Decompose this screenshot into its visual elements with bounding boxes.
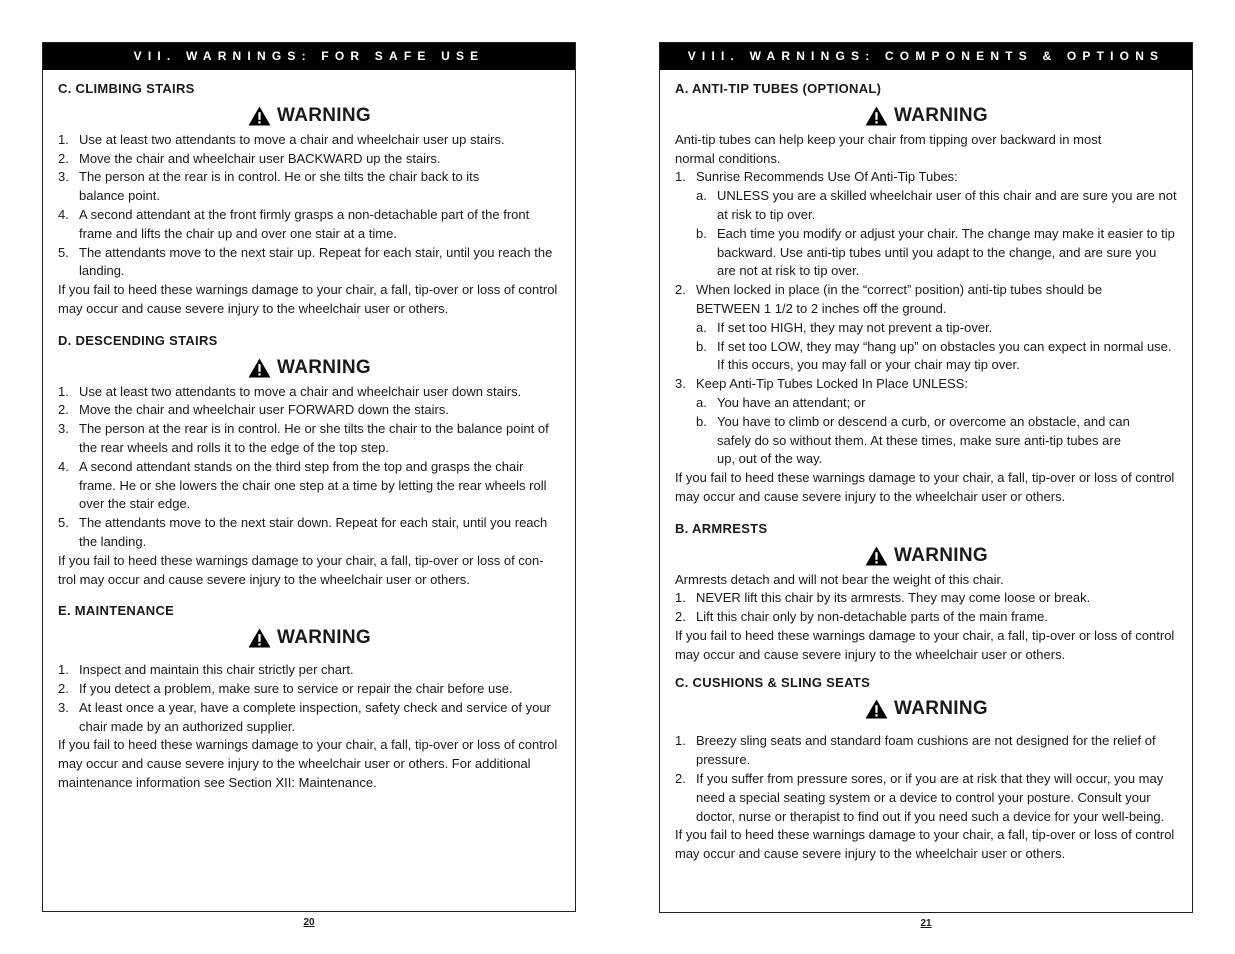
item-text: Move the chair and wheelchair user BACKWARD up the stairs. (79, 150, 441, 166)
section-title: C. CLIMBING STAIRS (58, 81, 195, 96)
sub-item (675, 225, 1178, 281)
sub-item (675, 394, 1178, 413)
item-text: A second attendant stands on the third step from the top and grasps the chair frame. He or she lowers the chair one step at a time by letting the rear wheels roll over the stair edge. (79, 458, 547, 512)
item-text: Use at least two attendants to move a chair and wheelchair user up stairs. (79, 131, 505, 147)
sub-item-letter: a. (696, 319, 707, 335)
item-text: Move the chair and wheelchair user FORWARD down the stairs. (79, 402, 449, 418)
warning-triangle-icon (865, 546, 888, 566)
item-number: 3. (58, 421, 69, 437)
sub-item-text: If set too HIGH, they may not prevent a tip-over. (717, 319, 993, 335)
left-page (42, 42, 576, 928)
list-item (58, 401, 561, 420)
sub-item-text: UNLESS you are a skilled wheelchair user of this chair and are sure you are not at risk to tip over. (717, 188, 1177, 222)
section-cushions-sling-seats (675, 674, 1178, 864)
warning-triangle-icon (865, 106, 888, 126)
list-item (58, 699, 561, 737)
list-item (58, 420, 561, 458)
warning-label: WARNING (277, 356, 371, 378)
item-number: 1. (675, 733, 686, 749)
list-item (58, 150, 561, 169)
section-header: VIII. WARNINGS: COMPONENTS & OPTIONS (660, 43, 1192, 70)
item-text: Use at least two attendants to move a chair and wheelchair user down stairs. (79, 383, 522, 399)
item-number: 2. (675, 282, 686, 298)
sub-item-text: You have an attendant; or (717, 394, 866, 410)
sub-item-letter: b. (696, 413, 707, 429)
sub-item-text: You have to climb or descend a curb, or overcome an obstacle, and can safely do so without them. At these times, make sure anti-tip tubes are up, out of the way. (717, 413, 1130, 467)
sub-item-letter: b. (696, 225, 707, 241)
list-item (675, 281, 1136, 319)
section-title: B. ARMRESTS (675, 520, 768, 536)
item-number: 4. (58, 206, 69, 222)
item-number: 3. (58, 169, 69, 185)
item-text: The attendants move to the next stair down. Repeat for each stair, until you reach the landing. (79, 515, 548, 549)
item-text: The attendants move to the next stair up. Repeat for each stair, until you reach the landing. (79, 244, 553, 279)
section-title: C. CUSHIONS & SLING SEATS (675, 674, 871, 690)
item-text: When locked in place (in the “correct” position) anti-tip tubes should be BETWEEN 1 1/2 to 2 inches off the ground. (696, 282, 1103, 316)
section-title: D. DESCENDING STAIRS (58, 332, 218, 348)
list-item (675, 608, 1178, 627)
item-text: Breezy sling seats and standard foam cushions are not designed for the relief of pressure. (696, 733, 1156, 768)
item-number: 1. (58, 662, 69, 678)
section-climbing-stairs (58, 80, 561, 319)
item-number: 3. (58, 699, 69, 715)
warning-label: WARNING (277, 104, 371, 126)
closing-paragraph: If you fail to heed these warnings damage to your chair, a fall, tip-over or loss of control may occur and cause severe injury to the wheelchair user or others. (675, 470, 1175, 504)
warning-heading (58, 627, 561, 649)
section-maintenance (58, 602, 561, 792)
list-item (58, 383, 561, 402)
section-title: A. ANTI-TIP TUBES (OPTIONAL) (675, 81, 882, 96)
item-text: The person at the rear is in control. He or she tilts the chair to the balance point of the rear wheels and rolls it to the edge of the top step. (79, 421, 549, 455)
sub-item-letter: a. (696, 188, 707, 204)
list-item (675, 168, 1178, 187)
warning-heading (58, 357, 561, 379)
warning-heading (675, 545, 1178, 567)
sub-item (675, 319, 1178, 338)
list-item (675, 589, 1178, 608)
closing-paragraph: If you fail to heed these warnings damage to your chair, a fall, tip-over or loss of control may occur and cause severe injury to the wheelchair user or others. (675, 827, 1175, 862)
warning-heading (58, 105, 561, 127)
page-content (660, 80, 1192, 864)
section-armrests (675, 520, 1178, 665)
list-item (675, 770, 1178, 826)
closing-paragraph: If you fail to heed these warnings damage to your chair, a fall, tip-over or loss of control may occur and cause severe injury to the wheelchair user or others. (58, 282, 558, 316)
item-text: If you suffer from pressure sores, or if you are at risk that they will occur, you may need a special seating system or a device to control your posture. Consult your doctor, nurse or therapist to find out if you need such a device for your well-being. (696, 770, 1165, 824)
warning-triangle-icon (248, 358, 271, 378)
list-item (58, 244, 559, 282)
right-page (659, 42, 1193, 929)
list-item (58, 168, 489, 206)
section-anti-tip-tubes (675, 80, 1178, 507)
closing-paragraph: If you fail to heed these warnings damage to your chair, a fall, tip-over or loss of control may occur and cause severe injury to the wheelchair user or others. For additional maintenance information see Section XII: Maintenance. (58, 737, 558, 790)
item-text: A second attendant at the front firmly grasps a non-detachable part of the front frame and lifts the chair up and over one stair at a time. (79, 206, 530, 241)
sub-item-text: Each time you modify or adjust your chair. The change may make it easier to tip backward. Use anti-tip tubes until you adapt to the change, and are sure you are not at risk to tip over. (717, 225, 1175, 279)
warning-label: WARNING (277, 627, 371, 649)
warning-heading (675, 105, 1178, 127)
item-number: 2. (675, 609, 686, 625)
list-item (58, 206, 561, 244)
warning-triangle-icon (865, 699, 888, 719)
closing-paragraph: If you fail to heed these warnings damage to your chair, a fall, tip-over or loss of con-trol may occur and cause severe injury to the wheelchair user or others. (58, 552, 544, 587)
intro-paragraph: Armrests detach and will not bear the weight of this chair. (675, 571, 1004, 587)
item-number: 4. (58, 458, 69, 474)
warning-label: WARNING (894, 544, 988, 566)
sub-item (675, 413, 1137, 469)
list-item (58, 131, 561, 150)
sub-item-letter: a. (696, 394, 707, 410)
item-text: Lift this chair only by non-detachable parts of the main frame. (696, 609, 1048, 625)
page-number: 20 (303, 917, 315, 928)
list-item (675, 375, 1178, 394)
list-item (58, 661, 561, 680)
item-number: 2. (58, 680, 69, 696)
sub-item (675, 338, 1178, 376)
item-number: 1. (58, 383, 69, 399)
warning-label: WARNING (894, 104, 988, 126)
sub-item-text: If set too LOW, they may “hang up” on obstacles you can expect in normal use. If this occurs, you may fall or your chair may tip over. (717, 338, 1172, 373)
item-number: 2. (675, 770, 686, 786)
item-number: 5. (58, 515, 69, 531)
item-number: 3. (675, 376, 686, 392)
item-text: The person at the rear is in control. He or she tilts the chair back to its balance point. (79, 169, 480, 204)
item-number: 1. (675, 169, 686, 185)
page-content (43, 80, 575, 793)
warning-label: WARNING (894, 698, 988, 720)
list-item (58, 458, 561, 514)
section-title: E. MAINTENANCE (58, 603, 175, 619)
item-text: Inspect and maintain this chair strictly per chart. (79, 662, 354, 678)
page-number: 21 (920, 918, 932, 929)
closing-paragraph: If you fail to heed these warnings damage to your chair, a fall, tip-over or loss of control may occur and cause severe injury to the wheelchair user or others. (675, 627, 1175, 662)
item-number: 1. (675, 590, 686, 606)
item-number: 2. (58, 402, 69, 418)
warning-triangle-icon (248, 628, 271, 648)
item-number: 5. (58, 244, 69, 260)
item-number: 2. (58, 150, 69, 166)
intro-paragraph: Anti-tip tubes can help keep your chair from tipping over backward in most normal conditions. (675, 131, 1102, 166)
list-item (675, 732, 1161, 770)
section-descending-stairs (58, 332, 561, 590)
item-text: Sunrise Recommends Use Of Anti-Tip Tubes: (696, 169, 958, 185)
item-text: NEVER lift this chair by its armrests. They may come loose or break. (696, 590, 1091, 606)
sub-item-letter: b. (696, 338, 707, 354)
item-text: Keep Anti-Tip Tubes Locked In Place UNLESS: (696, 376, 968, 392)
item-text: At least once a year, have a complete inspection, safety check and service of your chair made by an authorized supplier. (79, 699, 551, 734)
warning-heading (675, 698, 1178, 720)
warning-triangle-icon (248, 106, 271, 126)
item-number: 1. (58, 131, 69, 147)
list-item (58, 514, 561, 552)
sub-item (675, 187, 1178, 225)
section-header: VII. WARNINGS: FOR SAFE USE (43, 43, 575, 70)
list-item (58, 680, 561, 699)
item-text: If you detect a problem, make sure to service or repair the chair before use. (79, 680, 513, 696)
